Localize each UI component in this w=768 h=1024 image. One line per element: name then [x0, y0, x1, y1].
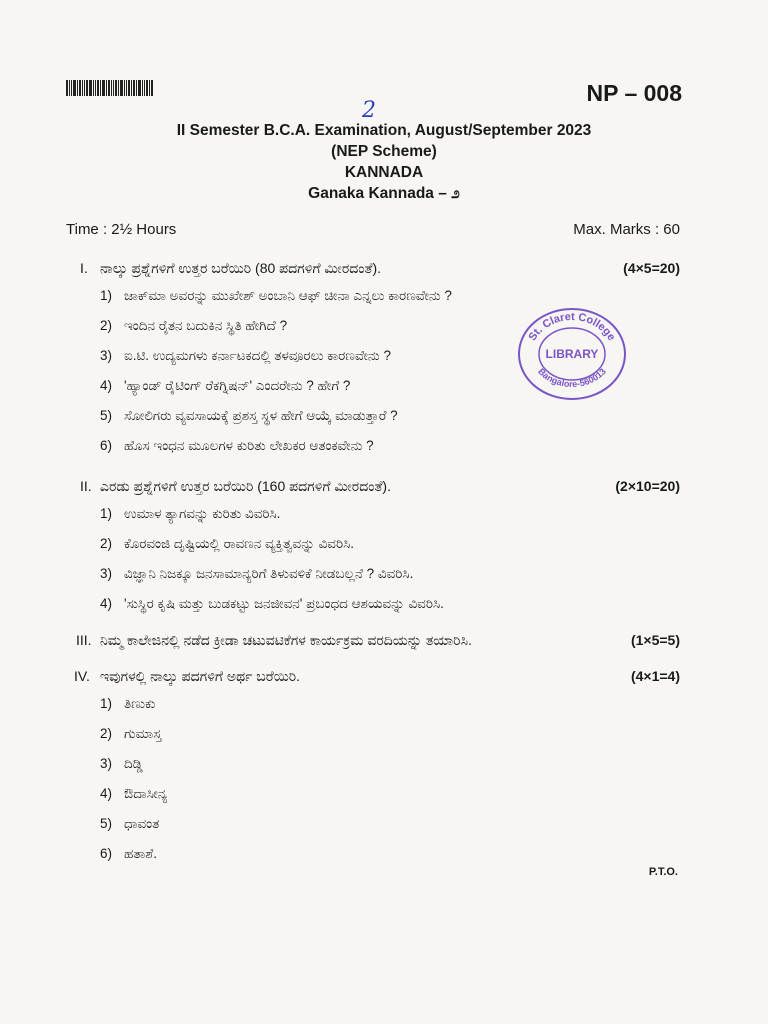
- exam-header: [0, 120, 768, 204]
- word-item: [0, 780, 768, 810]
- section-number: II.: [80, 478, 92, 494]
- question-number: 6): [100, 438, 113, 453]
- section-marks: (2×10=20): [615, 478, 680, 494]
- exam-paper-name: Ganaka Kannada – ೨: [308, 185, 460, 202]
- question-text: ಹೊಸ ಇಂಧನ ಮೂಲಗಳ ಕುರಿತು ಲೇಖಕರ ಆತಂಕವೇನು ?: [124, 438, 374, 453]
- section-number: I.: [80, 260, 88, 276]
- word-text: ತಿಣುಕು: [124, 696, 156, 711]
- question-item: [0, 432, 768, 462]
- word-item: [0, 690, 768, 720]
- stamp-center-text: LIBRARY: [545, 347, 599, 361]
- please-turn-over: P.T.O.: [648, 866, 678, 878]
- question-text: ಸೋಲಿಗರು ವ್ಯವಸಾಯಕ್ಕೆ ಪ್ರಶಸ್ತ ಸ್ಥಳ ಹೇಗೆ ಆಯ್ಕೆ ಮಾಡುತ್ತಾರೆ ?: [124, 408, 398, 423]
- question-number: 4): [100, 596, 113, 611]
- svg-text:Bangalore-560013: [536, 366, 608, 389]
- word-item: [0, 720, 768, 750]
- section-number: III.: [76, 632, 92, 648]
- word-number: 4): [100, 786, 113, 801]
- question-text: ಕೊರವಂಜಿ ದೃಷ್ಟಿಯಲ್ಲಿ ರಾವಣನ ವ್ಯಕ್ತಿತ್ವವನ್ನು ವಿವರಿಸಿ.: [124, 536, 355, 551]
- exam-title: II Semester B.C.A. Examination, August/September 2023: [176, 122, 592, 139]
- question-item: [0, 342, 768, 372]
- question-item: [0, 372, 768, 402]
- question-text: ಇಂದಿನ ರೈತನ ಬದುಕಿನ ಸ್ಥಿತಿ ಹೇಗಿದೆ ?: [124, 318, 288, 333]
- question-number: 2): [100, 536, 113, 551]
- question-item: [0, 282, 768, 312]
- svg-text:St. Claret College: [527, 311, 618, 343]
- question-item: [0, 560, 768, 590]
- word-text: ಹತಾಶೆ.: [124, 846, 157, 861]
- section-instruction: ನಾಲ್ಕು ಪ್ರಶ್ನೆಗಳಿಗೆ ಉತ್ತರ ಬರೆಯಿರಿ (80 ಪದಗಳಿಗೆ ಮೀರದಂತೆ).: [100, 260, 382, 276]
- section-marks: (1×5=5): [630, 632, 680, 648]
- word-text: ಔದಾಸೀನ್ಯ: [124, 786, 168, 801]
- section-1: [0, 256, 768, 462]
- barcode-graphic: [66, 80, 164, 96]
- question-text: ಐ.ಟಿ. ಉದ್ಯಮಗಳು ಕರ್ನಾಟಕದಲ್ಲಿ ತಳವೂರಲು ಕಾರಣವೇನು ?: [124, 348, 391, 363]
- section-instruction: ನಿಮ್ಮ ಕಾಲೇಜಿನಲ್ಲಿ ನಡೆದ ಕ್ರೀಡಾ ಚಟುವಟಿಕೆಗಳ ಕಾರ್ಯಕ್ರಮ ವರದಿಯನ್ನು ತಯಾರಿಸಿ.: [100, 632, 472, 648]
- question-number: 2): [100, 318, 113, 333]
- word-number: 3): [100, 756, 113, 771]
- question-item: [0, 590, 768, 620]
- stamp-top-text: St. Claret College: [526, 310, 618, 344]
- library-stamp: [516, 306, 628, 402]
- question-number: 3): [100, 348, 113, 363]
- question-text: ಜಾಕ್‌ಮಾ ಅವರನ್ನು ಮುಖೇಶ್ ಅಂಬಾನಿ ಆಫ್ ಚೀನಾ ಎನ್ನಲು ಕಾರಣವೇನು ?: [124, 288, 452, 303]
- question-number: 1): [100, 506, 113, 521]
- question-number: 3): [100, 566, 113, 581]
- question-item: [0, 402, 768, 432]
- word-text: ಗುಮಾಸ್ತ: [124, 726, 162, 741]
- word-item: [0, 750, 768, 780]
- question-number: 5): [100, 408, 113, 423]
- section-instruction: ಎರಡು ಪ್ರಶ್ನೆಗಳಿಗೆ ಉತ್ತರ ಬರೆಯಿರಿ (160 ಪದಗಳಿಗೆ ಮೀರದಂತೆ).: [100, 478, 391, 494]
- exam-subject: KANNADA: [344, 164, 424, 181]
- word-number: 6): [100, 846, 113, 861]
- handwritten-mark: 2: [362, 98, 376, 123]
- question-item: [0, 500, 768, 530]
- question-text: 'ಹ್ಯಾಂಡ್ ರೈಟಿಂಗ್ ರೆಕಗ್ನಿಷನ್' ಎಂದರೇನು ? ಹೇಗೆ ?: [124, 378, 351, 393]
- section-number: IV.: [74, 668, 90, 684]
- question-item: [0, 530, 768, 560]
- paper-code: NP – 008: [586, 80, 682, 106]
- stamp-bottom-text: Bangalore-560013: [536, 366, 608, 390]
- question-text: 'ಸುಸ್ಥಿರ ಕೃಷಿ ಮತ್ತು ಬುಡಕಟ್ಟು ಜನಜೀವನ' ಪ್ರಬಂಧದ ಆಶಯವನ್ನು ವಿವರಿಸಿ.: [124, 596, 444, 611]
- question-text: ವಿಜ್ಞಾನಿ ನಿಜಕ್ಕೂ ಜನಸಾಮಾನ್ಯರಿಗೆ ತಿಳುವಳಿಕೆ ನೀಡಬಲ್ಲನೆ ? ವಿವರಿಸಿ.: [124, 566, 414, 581]
- section-marks: (4×1=4): [630, 668, 680, 684]
- section-marks: (4×5=20): [623, 260, 680, 276]
- word-number: 1): [100, 696, 113, 711]
- exam-scheme: (NEP Scheme): [331, 143, 437, 160]
- section-3: [0, 628, 768, 654]
- question-number: 4): [100, 378, 113, 393]
- max-marks: Max. Marks : 60: [573, 221, 680, 238]
- word-text: ದಿಡ್ಡಿ: [124, 756, 143, 771]
- word-number: 5): [100, 816, 113, 831]
- time-allowed: Time : 2½ Hours: [66, 221, 177, 238]
- word-text: ಧಾವಂತ: [124, 816, 160, 831]
- question-text: ಉಮಾಳ ತ್ಯಾಗವನ್ನು ಕುರಿತು ವಿವರಿಸಿ.: [124, 506, 281, 521]
- word-item: [0, 810, 768, 840]
- section-2: [0, 474, 768, 620]
- question-number: 1): [100, 288, 113, 303]
- section-instruction: ಇವುಗಳಲ್ಲಿ ನಾಲ್ಕು ಪದಗಳಿಗೆ ಅರ್ಥ ಬರೆಯಿರಿ.: [100, 668, 301, 684]
- question-item: [0, 312, 768, 342]
- word-number: 2): [100, 726, 113, 741]
- section-4: [0, 664, 768, 870]
